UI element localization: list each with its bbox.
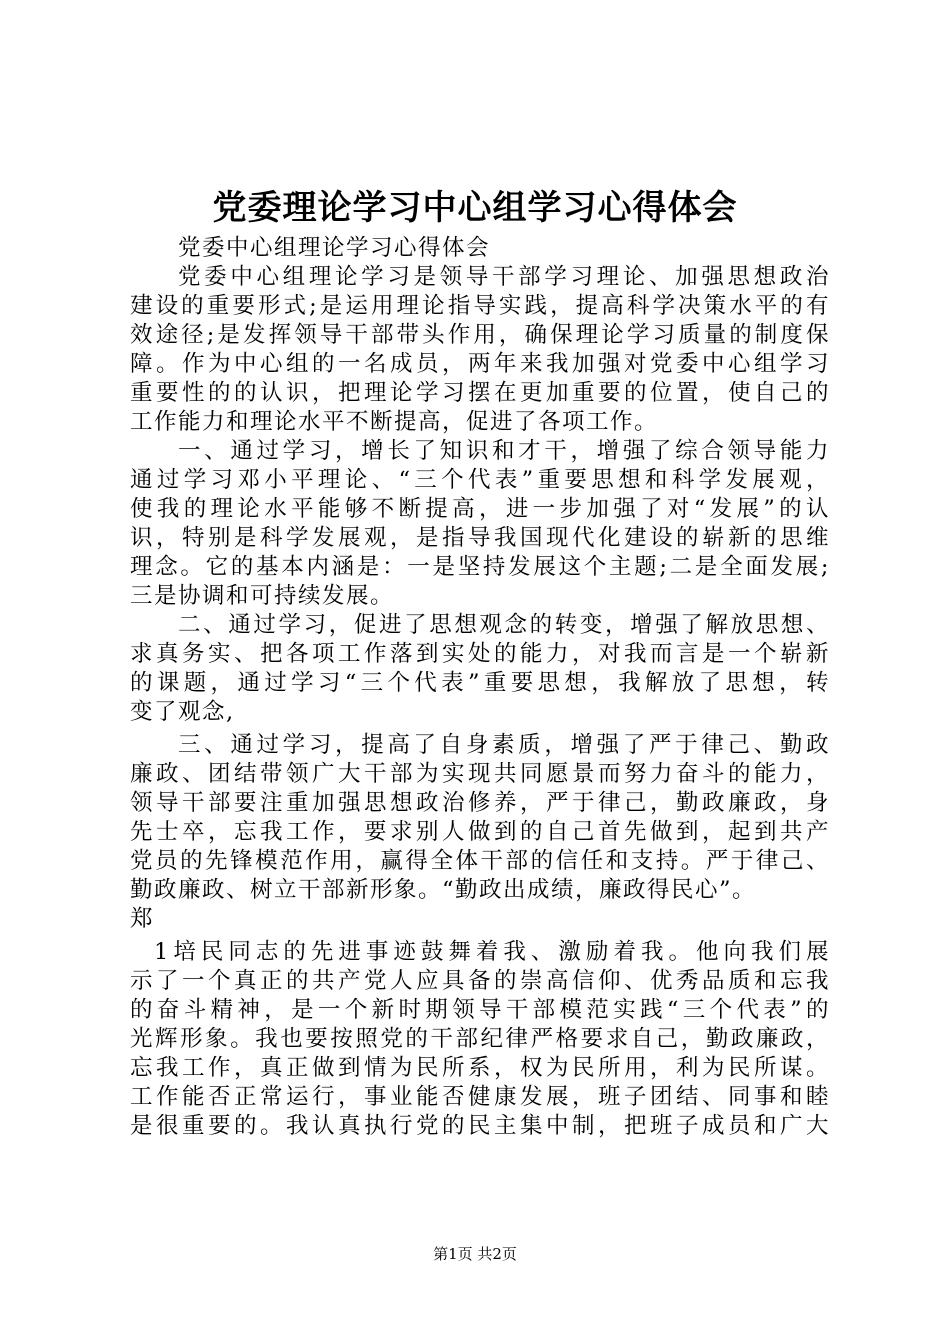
document-body (130, 234, 830, 1141)
paragraph-line: 的奋斗精神，是一个新时期领导干部模范实践“三个代表”的 (130, 997, 830, 1023)
paragraph-line: 工作能力和理论水平不断提高，促进了各项工作。 (130, 409, 659, 435)
paragraph-line: 识，特别是科学发展观，是指导我国现代化建设的崭新的思维 (130, 525, 830, 551)
paragraph-line: 理念。它的基本内涵是：一是坚持发展这个主题;二是全面发展; (130, 554, 830, 580)
paragraph-line: 障。作为中心组的一名成员，两年来我加强对党委中心组学习 (130, 351, 830, 377)
section-heading-line: 二、通过学习，促进了思想观念的转变，增强了解放思想、 (178, 612, 830, 638)
paragraph-line: 党员的先锋模范作用，赢得全体干部的信任和支持。严于律己、 (130, 848, 830, 874)
paragraph-line: 重要性的的认识，把理论学习摆在更加重要的位置，使自己的 (130, 380, 830, 406)
paragraph-line: 党委中心组理论学习是领导干部学习理论、加强思想政治 (178, 264, 830, 290)
paragraph-line: 忘我工作，真正做到情为民所系，权为民所用，利为民所谋。 (130, 1055, 830, 1081)
paragraph-line: 效途径;是发挥领导干部带头作用，确保理论学习质量的制度保 (130, 322, 830, 348)
paragraph-line: 建设的重要形式;是运用理论指导实践，提高科学决策水平的有 (130, 293, 830, 319)
paragraph-line: 变了观念, (130, 699, 235, 725)
paragraph-line: 是很重要的。我认真执行党的民主集中制，把班子成员和广大 (130, 1113, 830, 1139)
paragraph-line: 廉政、团结带领广大干部为实现共同愿景而努力奋斗的能力， (130, 761, 830, 787)
paragraph-line: 求真务实、把各项工作落到实处的能力，对我而言是一个崭新 (130, 641, 830, 667)
paragraph-line: 示了一个真正的共产党人应具备的崇高信仰、优秀品质和忘我 (130, 968, 830, 994)
paragraph-line: 勤政廉政、树立干部新形象。“勤政出成绩，廉政得民心”。 (130, 877, 757, 903)
paragraph-line: 通过学习邓小平理论、“三个代表”重要思想和科学发展观， (130, 467, 830, 493)
paragraph-line: 郑 (130, 906, 155, 932)
paragraph-line: 先士卒，忘我工作，要求别人做到的自己首先做到，起到共产 (130, 819, 830, 845)
paragraph-line: 三是协调和可持续发展。 (130, 583, 395, 609)
paragraph-line: 使我的理论水平能够不断提高，进一步加强了对“发展”的认 (130, 496, 830, 522)
paragraph-line: 光辉形象。我也要按照党的干部纪律严格要求自己，勤政廉政， (130, 1026, 830, 1052)
paragraph-line: 领导干部要注重加强思想政治修养，严于律己，勤政廉政，身 (130, 790, 830, 816)
paragraph-line: 工作能否正常运行，事业能否健康发展，班子团结、同事和睦 (130, 1084, 830, 1110)
section-heading-line: 三、通过学习，提高了自身素质，增强了严于律己、勤政 (178, 732, 830, 758)
page-footer: 第1页 共2页 (433, 1245, 517, 1263)
paragraph-line: 的课题，通过学习“三个代表”重要思想，我解放了思想，转 (130, 670, 830, 696)
paragraph-line: 1培民同志的先进事迹鼓舞着我、激励着我。他向我们展 (154, 939, 830, 965)
subtitle-line: 党委中心组理论学习心得体会 (178, 235, 491, 261)
section-heading-line: 一、通过学习，增长了知识和才干，增强了综合领导能力 (178, 438, 830, 464)
document-title: 党委理论学习中心组学习心得体会 (212, 188, 738, 228)
